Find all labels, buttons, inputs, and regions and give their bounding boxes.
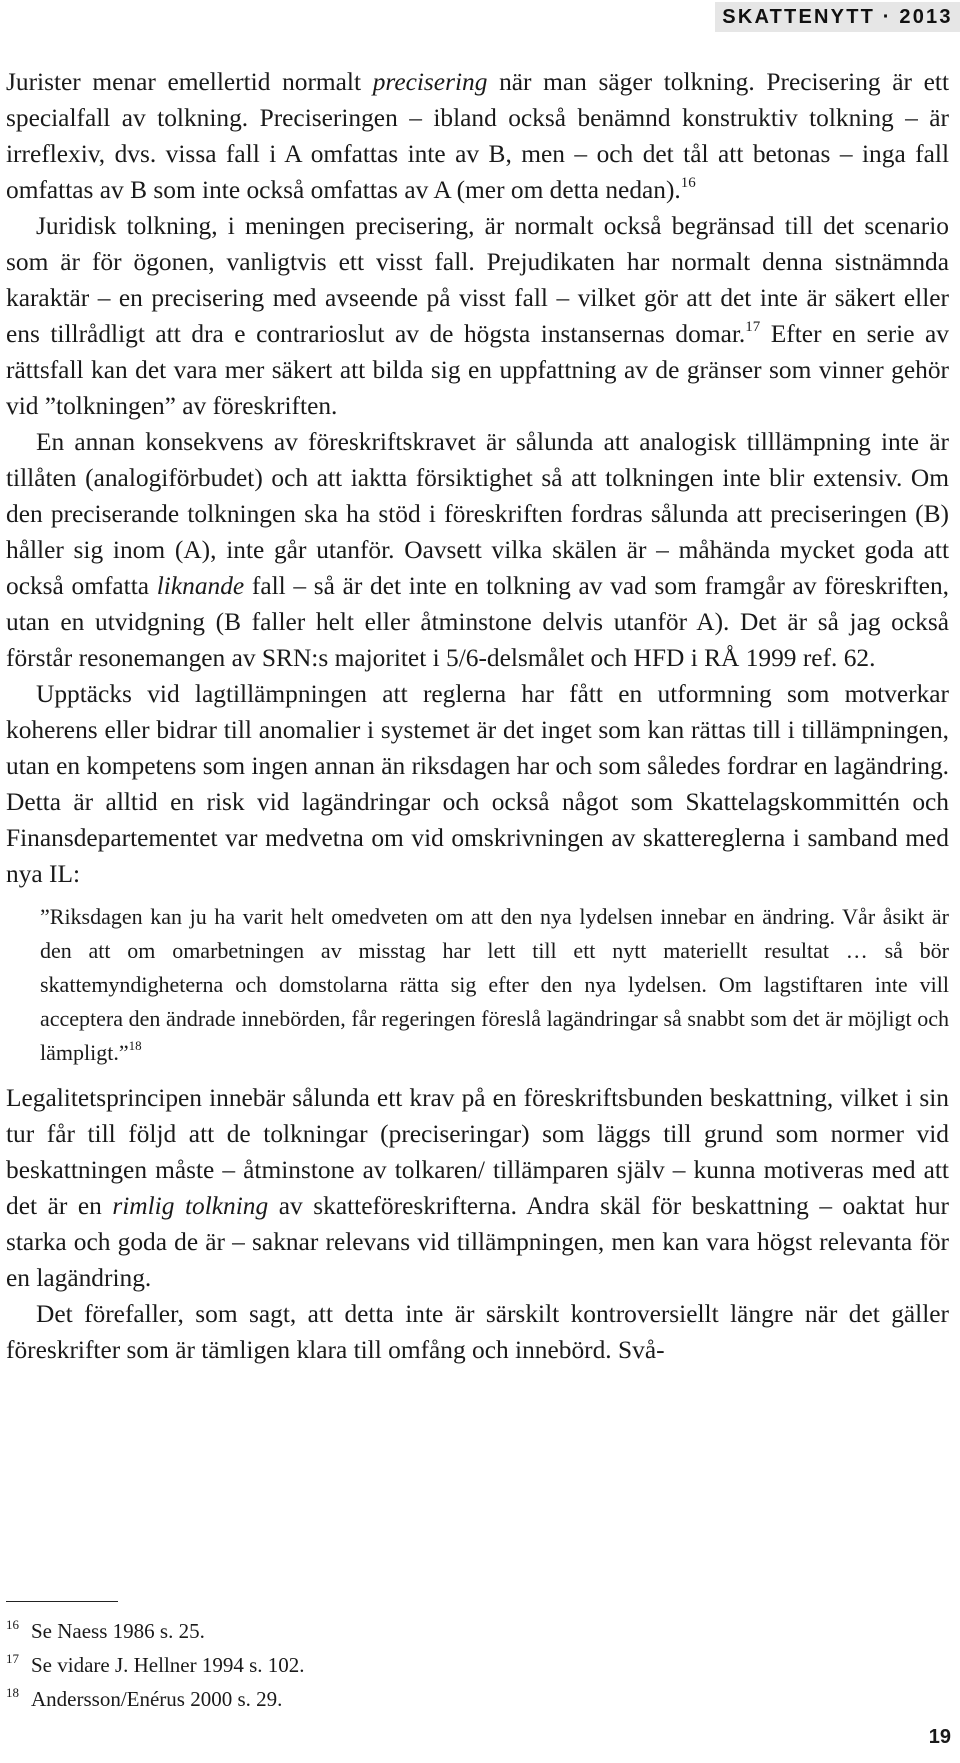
emphasis: liknande xyxy=(156,572,245,600)
footnote-ref[interactable]: 16 xyxy=(680,175,696,191)
article-body xyxy=(6,64,949,1368)
page-number: 19 xyxy=(928,1726,951,1748)
paragraph: Juridisk tolkning, i meningen precisering, är normalt också begränsad till det scenario som är för ögonen, vanligtvis ett visst fall. Prejudikaten har normalt denna sistnämnda karaktär – en precisering med avseende på visst fall – vilket gör att det inte är säkert eller ens tillrådligt att dra e contrarioslut av de högsta instansernas domar.$^{17}$ Efter en serie av rättsfall kan det vara mer säkert att bilda sig en uppfattning av de gränser som vinner gehör vid ”tolkningen” av föreskriften. xyxy=(6,212,949,420)
footnotes xyxy=(6,1614,606,1716)
footnote-text: Se vidare J. Hellner 1994 s. 102. xyxy=(31,1653,305,1677)
footnote-number: 16 xyxy=(6,1617,19,1632)
footnote-text: Se Naess 1986 s. 25. xyxy=(31,1619,205,1643)
journal-header: SKATTENYTT · 2013 xyxy=(715,2,960,32)
footnote xyxy=(6,1682,606,1716)
emphasis: rimlig tolkning xyxy=(112,1192,269,1220)
footnote-divider xyxy=(6,1601,118,1602)
footnote-text: Andersson/Enérus 2000 s. 29. xyxy=(31,1687,283,1711)
footnote-number: 17 xyxy=(6,1651,19,1666)
paragraph: Upptäcks vid lagtillämpningen att reglerna har fått en utformning som motverkar koherens eller bidrar till anomalier i systemet är det inget som kan rättas till i tillämpningen, utan en kompetens som ingen annan än riksdagen har och som således fordrar en lagändring. Detta är alltid en risk vid lagändringar och också något som Skattelagskommittén och Finansdepartementet var medvetna om vid omskrivningen av skattereglerna i samband med nya IL: xyxy=(6,680,949,888)
paragraph: Legalitetsprincipen innebär sålunda ett krav på en föreskriftsbunden beskattning, vilket i sin tur får till följd att de tolkningar (preciseringar) som läggs till grund som normer vid beskattningen måste – åtminstone av tolkaren/ tillämparen själv – kunna motiveras med att det är en rimlig tolkning av skatteföreskrifterna. Andra skäl för beskattning – oaktat hur starka och goda de är – saknar relevans vid tillämpningen, men kan vara högst relevanta för en lagändring. xyxy=(6,1084,949,1292)
footnote-ref[interactable]: 18 xyxy=(128,1038,142,1053)
emphasis: precisering xyxy=(372,68,488,96)
footnote xyxy=(6,1614,606,1648)
paragraph: En annan konsekvens av föreskriftskravet är sålunda att analogisk tilllämpning inte är tillåten (analogiförbudet) och att iaktta försiktighet så att tolkningen inte blir extensiv. Om den preciserande tolkningen ska ha stöd i föreskriften fordras sålunda att preciseringen (B) håller sig inom (A), inte går utanför. Oavsett vilka skälen är – måhända mycket goda att också omfatta liknande fall – så är det inte en tolkning av vad som framgår av föreskriften, utan en utvidgning (B faller helt eller åtminstone delvis utanför A). Det är så jag också förstår resonemangen av SRN:s majoritet i 5/6-delsmålet och HFD i RÅ 1999 ref. 62. xyxy=(6,428,949,672)
footnote-ref[interactable]: 17 xyxy=(745,319,761,335)
paragraph: Det förefaller, som sagt, att detta inte är särskilt kontroversiellt längre när det gäller föreskrifter som är tämligen klara till omfång och innebörd. Svå- xyxy=(6,1300,949,1364)
block-quote: ”Riksdagen kan ju ha varit helt omedveten om att den nya lydelsen innebar en ändring. Vår åsikt är den att om omarbetningen av misstag har lett till ett nytt materiellt resultat … så bör skattemyndigheterna och domstolarna rätta sig efter den nya lydelsen. Om lagstiftaren inte vill acceptera den ändrade innebörden, får regeringen föreslå lagändringar så snabbt som det är möjligt och lämpligt.”$^{18}$ xyxy=(40,904,949,1065)
footnote-number: 18 xyxy=(6,1685,19,1700)
paragraph: Jurister menar emellertid normalt precisering när man säger tolkning. Precisering är ett specialfall av tolkning. Preciseringen – ibland också benämnd konstruktiv tolkning – är irreflexiv, dvs. vissa fall i A omfattas inte av B, men – och det tål att betonas – inga fall omfattas av B som inte också omfattas av A (mer om detta nedan).$^{16}$ xyxy=(6,68,949,204)
footnote xyxy=(6,1648,606,1682)
